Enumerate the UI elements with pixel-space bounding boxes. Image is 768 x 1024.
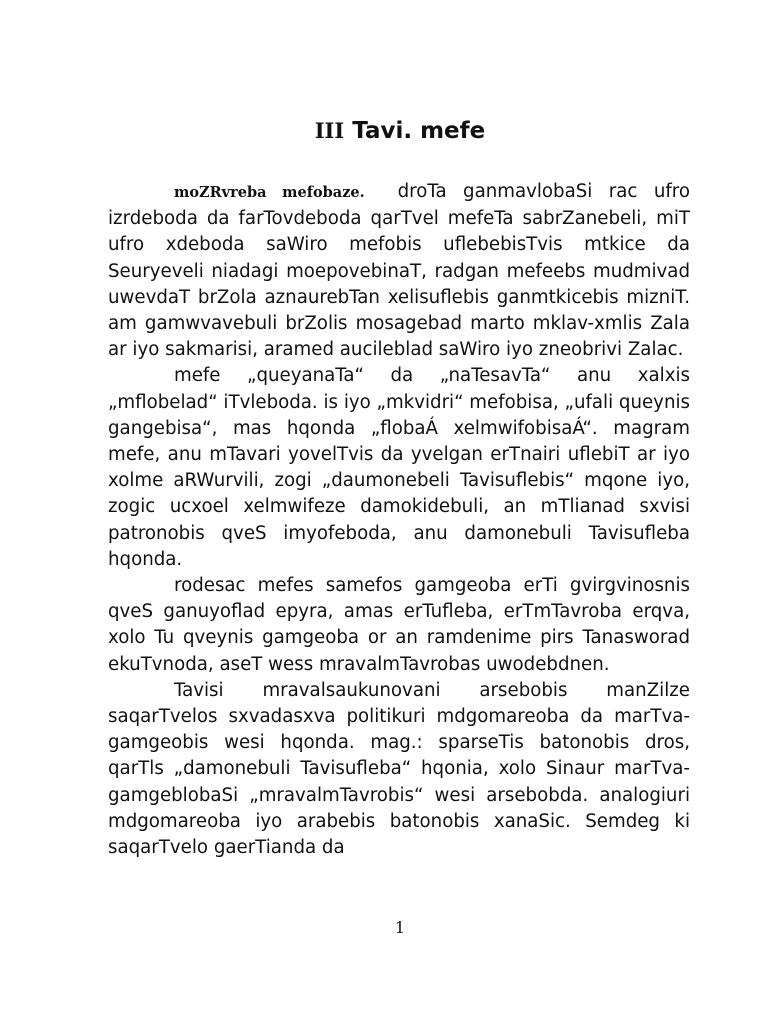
chapter-number: III	[314, 118, 345, 143]
paragraph-2: mefe „queyanaTa“ da „naTesavTa“ anu xalxis „mflobelad“ iTvleboda. is iyo „mkvidri“ mefobisa, „ufali queynis gangebisa“, mas hqonda „flobaÁ xelmwifobisaÁ“. magram mefe, anu mTavari yovelTvis da yvelgan erTnairi uflebiT ar iyo xolme aRWurvili, zogi „daumonebeli Tavisuflebis“ mqone iyo, zogic ucxoel xelmwifeze damokidebuli, an mTlianad sxvisi patronobis qveS imyofeboda, anu damonebuli Tavisufleba hqonda.	[108, 365, 690, 570]
chapter-title: Tavi. mefe	[352, 118, 486, 144]
paragraph-4: Tavisi mravalsaukunovani arsebobis manZilze saqarTvelos sxvadasxva politikuri mdgomareoba da marTva-gamgeobis wesi hqonda. mag.: sparseTis batonobis dros, qarTls „damonebuli Tavisufleba“ hqonia, xolo Sinaur marTva-gamgeblobaSi „mravalmTavrobis“ wesi arsebobda. analogiuri mdgomareoba iyo arabebis batonobis xanaSic. Semdeg ki saqarTvelo gaerTianda da	[108, 679, 690, 859]
paragraph-3: rodesac mefes samefos gamgeoba erTi gvirgvinosnis qveS ganuyoflad epyra, amas erTufleba, erTmTavroba erqva, xolo Tu qveynis gamgeoba or an ramdenime pirs Tanasworad ekuTvnoda, aseT wess mravalmTavrobas uwodebdnen.	[108, 575, 690, 675]
paragraph-1-text: droTa ganmavlobaSi rac ufro izrdeboda da farTovdeboda qarTvel mefeTa sabrZanebeli, miT ufro xdeboda saWiro mefobis uflebebisTvis mtkice da Seuryeveli niadagi moepovebinaT, radgan mefeebs mudmivad uwevdaT brZola aznaurebTan xelisuflebis ganmtkicebis mizniT. am gamwvavebuli brZolis mosagebad marto mklav-xmlis Zala ar iyo sakmarisi, aramed aucileblad saWiro iyo zneobrivi Zalac.	[108, 181, 690, 361]
page-number: 1	[394, 918, 406, 937]
paragraph-1	[108, 179, 690, 363]
body-text	[108, 179, 690, 861]
lead-heading: moZRvreba mefobaze.	[174, 184, 365, 201]
chapter-heading	[0, 116, 768, 146]
